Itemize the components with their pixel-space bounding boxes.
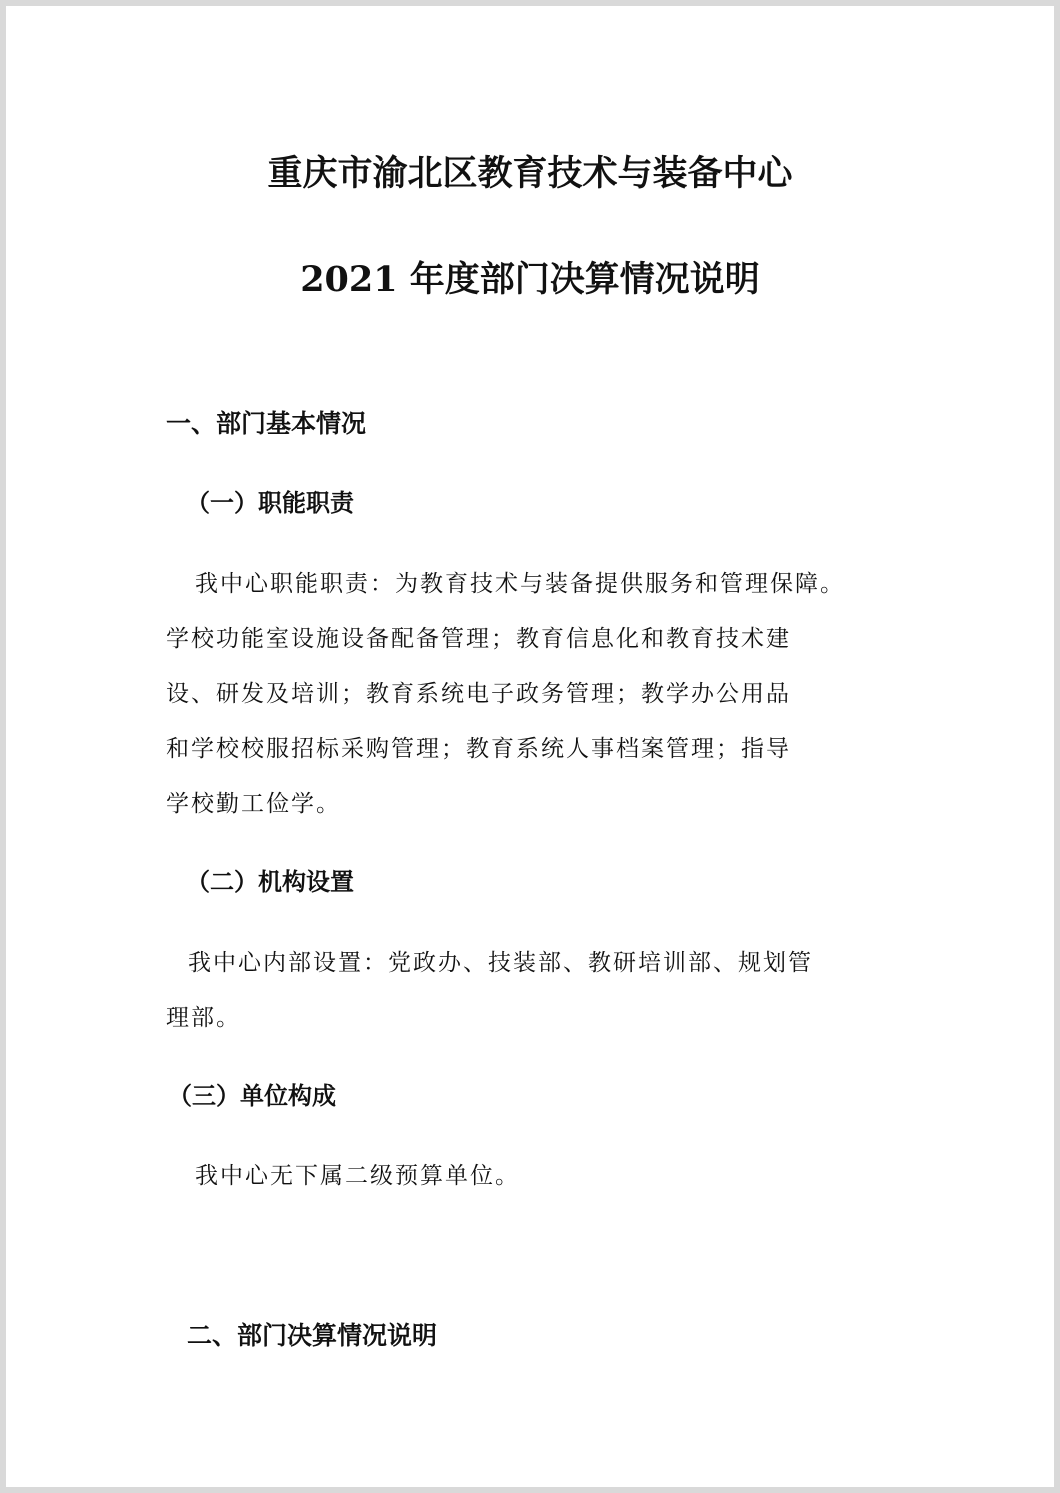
paragraph-line: 我中心内部设置：党政办、技装部、教研培训部、规划管	[188, 950, 813, 976]
paragraph-line: 我中心职能职责：为教育技术与装备提供服务和管理保障。	[195, 571, 845, 597]
section-1-heading: 一、部门基本情况	[166, 409, 367, 438]
subsection-1-paragraph	[166, 557, 926, 832]
paragraph-line: 设、研发及培训；教育系统电子政务管理；教学办公用品	[166, 681, 791, 707]
document-title-line-2: 2021 年度部门决算情况说明	[300, 259, 760, 300]
subsection-1-heading: （一）职能职责	[186, 488, 354, 517]
section-2-heading: 二、部门决算情况说明	[187, 1321, 438, 1350]
paragraph-line: 理部。	[166, 1005, 241, 1031]
document-page	[6, 6, 1054, 1487]
subsection-3-paragraph	[166, 1149, 926, 1204]
paragraph-line: 学校功能室设施设备配备管理；教育信息化和教育技术建	[166, 626, 791, 652]
paragraph-line: 学校勤工俭学。	[166, 791, 341, 817]
subsection-2-heading: （二）机构设置	[186, 867, 354, 896]
document-title-line-1: 重庆市渝北区教育技术与装备中心	[267, 153, 793, 194]
subsection-3-heading: （三）单位构成	[168, 1081, 336, 1110]
subsection-2-paragraph	[166, 936, 926, 1046]
paragraph-line: 和学校校服招标采购管理；教育系统人事档案管理；指导	[166, 736, 791, 762]
paragraph-line: 我中心无下属二级预算单位。	[195, 1163, 520, 1189]
